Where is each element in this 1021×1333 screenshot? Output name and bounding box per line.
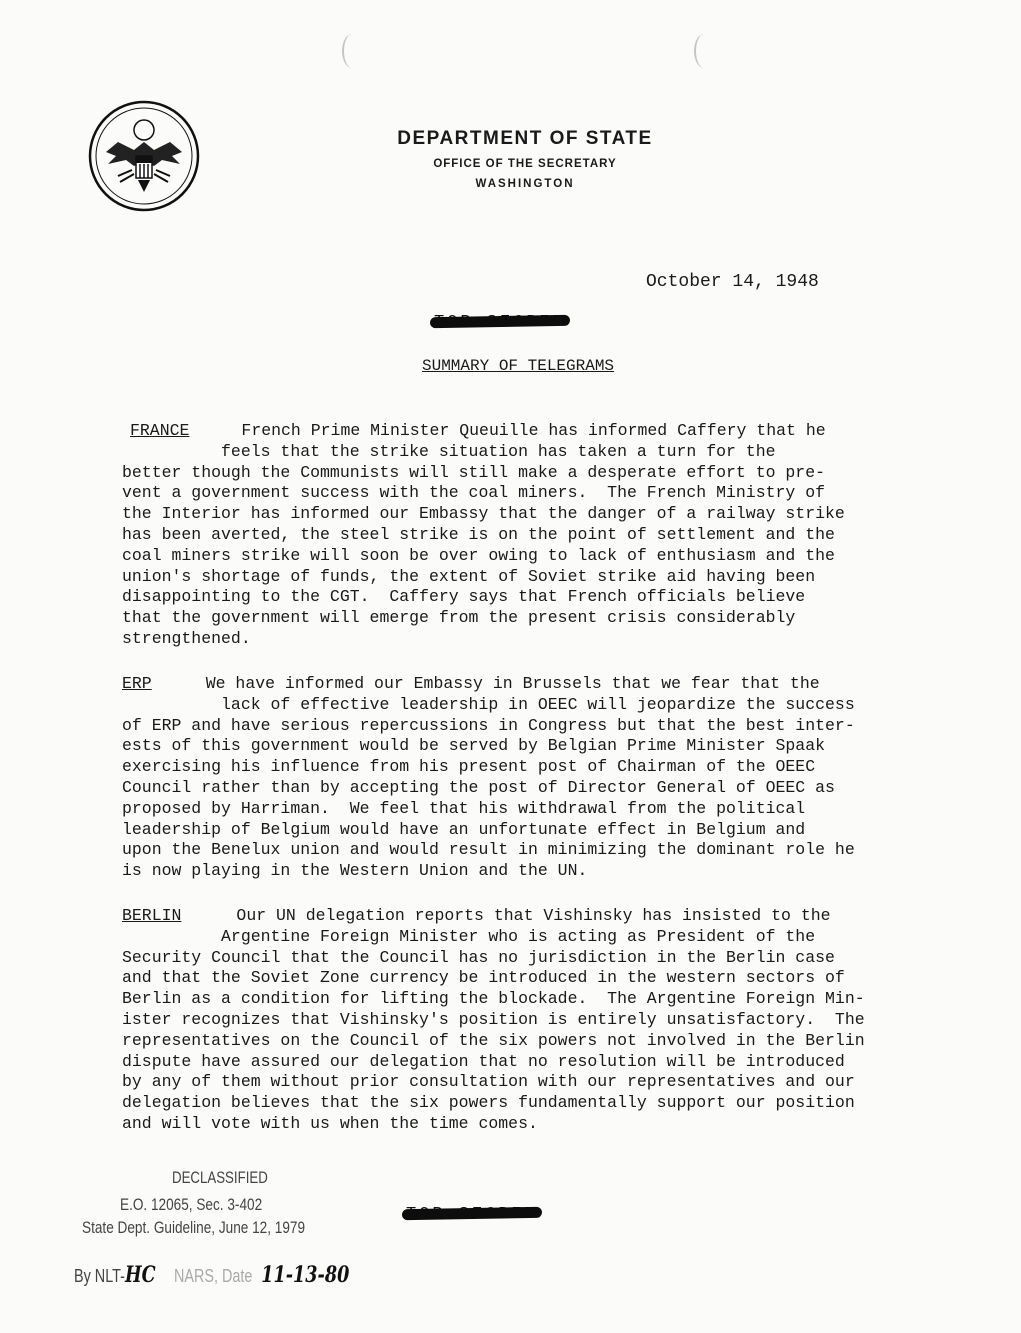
document-date: October 14, 1948 <box>646 272 819 292</box>
section-berlin <box>122 906 922 1135</box>
signoff-prefix: By NLT- <box>74 1266 125 1286</box>
section-body: feels that the strike situation has taken a turn for the better though the Communists will still make a desperate effort to pre- vent a government success with the coal miners. The French Ministry of the Interior has informed our Embassy that the danger of a railway strike has been averted, the steel strike is on the point of settlement and the coal miners strike will soon be over owing to lack of enthusiasm and the union's shortage of funds, the extent of Soviet strike aid having been disappointing to the CGT. Caffery says that French officials believe that the government will emerge from the present crisis considerably strengthened. <box>122 441 845 648</box>
section-heading: ERP <box>122 674 152 693</box>
section-france <box>122 421 922 650</box>
city-name: WASHINGTON <box>475 178 575 190</box>
section-first-line: We have informed our Embassy in Brussels that we fear that the <box>205 674 820 693</box>
declassified-stamp: DECLASSIFIED <box>172 1168 268 1187</box>
office-name: OFFICE OF THE SECRETARY <box>433 158 617 170</box>
section-heading: BERLIN <box>122 906 182 925</box>
punch-mark <box>342 34 362 68</box>
section-heading: FRANCE <box>130 421 190 440</box>
declassification-authority: E.O. 12065, Sec. 3-402 <box>120 1195 263 1214</box>
classification-marking-redacted <box>406 1205 538 1224</box>
great-seal-icon <box>88 100 200 212</box>
letterhead <box>330 128 720 190</box>
nars-date-label: NARS, Date <box>174 1266 253 1286</box>
section-first-line: French Prime Minister Queuille has informed Caffery that he <box>241 421 826 440</box>
section-erp <box>122 674 922 882</box>
handwritten-initials: HC <box>124 1262 156 1288</box>
handwritten-date: 11-13-80 <box>261 1262 350 1288</box>
punch-mark <box>694 34 714 68</box>
document-title: SUMMARY OF TELEGRAMS <box>422 357 615 375</box>
section-first-line: Our UN delegation reports that Vishinsky has insisted to the <box>236 906 831 925</box>
section-body: Argentine Foreign Minister who is acting as President of the Security Council that the Council has no jurisdiction in the Berlin case and that the Soviet Zone currency be introduced in the western sectors of Berlin as a condition for lifting the blockade. The Argentine Foreign Min- ister recognizes that Vishinsky's position is entirely unsatisfactory. The representatives on the Council of the six powers not involved in the Berlin dispute have assured our delegation that no resolution will be introduced by any of them without prior consultation with our representatives and our delegation believes that the six powers fundamentally support our position and will vote with us when the time comes. <box>122 926 865 1133</box>
declassification-guideline: State Dept. Guideline, June 12, 1979 <box>82 1218 306 1237</box>
declassification-signoff <box>74 1262 349 1288</box>
section-body: lack of effective leadership in OEEC will jeopardize the success of ERP and have serious repercussions in Congress but that the best inter- ests of this government would be served by Belgian Prime Minister Spaak exercising his influence from his present post of Chairman of the OEEC Council rather than by accepting the post of Director General of OEEC as proposed by Harriman. We feel that his withdrawal from the political leadership of Belgium would have an unfortunate effect in Belgium and upon the Benelux union and would result in minimizing the dominant role he is now playing in the Western Union and the UN. <box>122 694 855 881</box>
department-name: DEPARTMENT OF STATE <box>397 128 653 149</box>
classification-marking-redacted <box>434 313 566 332</box>
